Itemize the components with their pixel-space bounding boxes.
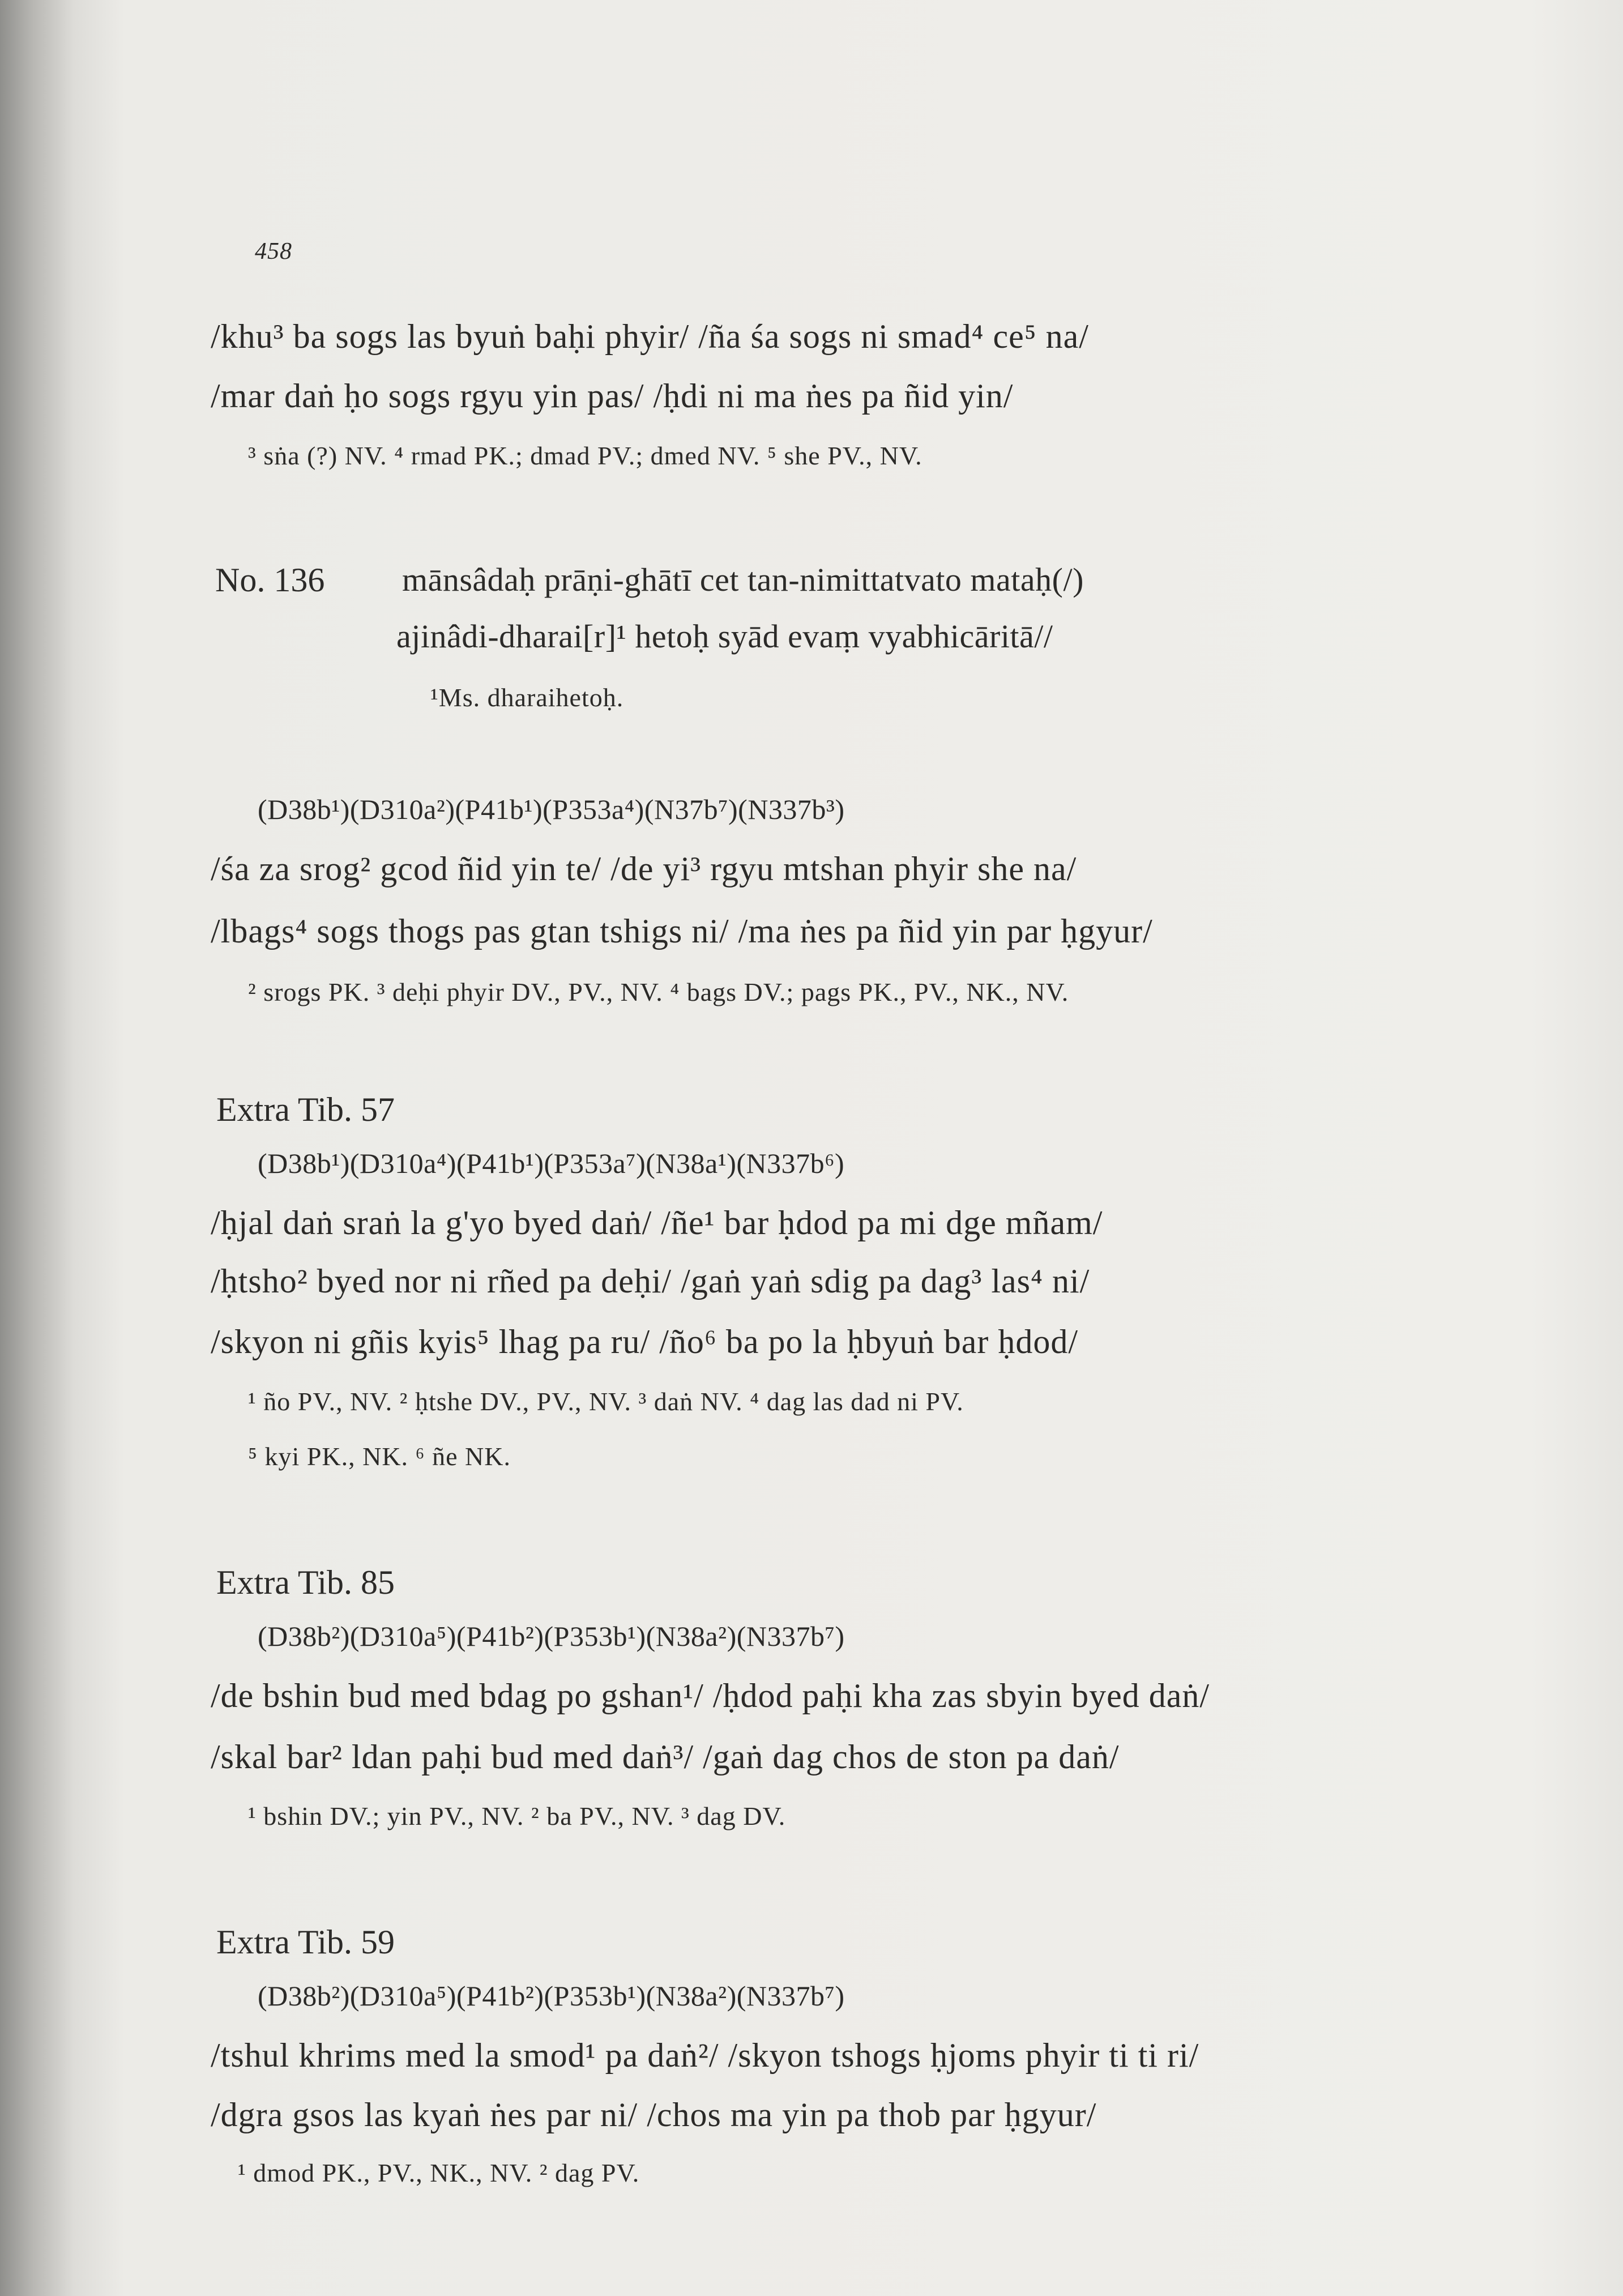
siglum: (D38b¹)(D310a⁴)(P41b¹)(P353a⁷)(N38a¹)(N337b⁶): [258, 1147, 845, 1179]
section-label-extra85: Extra Tib. 85: [216, 1564, 395, 1601]
section-label-no136: No. 136: [215, 561, 325, 599]
verse-line: /skal bar² ldan paḥi bud med daṅ³/ /gaṅ dag chos de ston pa daṅ/: [211, 1738, 1120, 1776]
footnote: ¹Ms. dharaihetoḥ.: [430, 683, 624, 712]
footnote: ¹ dmod PK., PV., NK., NV. ² dag PV.: [238, 2158, 640, 2187]
verse-line: /khu³ ba sogs las byuṅ baḥi phyir/ /ña śa sogs ni smad⁴ ce⁵ na/: [211, 318, 1089, 355]
verse-line: /de bshin bud med bdag po gshan¹/ /ḥdod paḥi kha zas sbyin byed daṅ/: [211, 1677, 1210, 1714]
verse-line: /śa za srog² gcod ñid yin te/ /de yi³ rgyu mtshan phyir she na/: [211, 850, 1077, 887]
footnote: ¹ ño PV., NV. ² ḥtshe DV., PV., NV. ³ daṅ NV. ⁴ dag las dad ni PV.: [248, 1387, 964, 1416]
section-label-extra57: Extra Tib. 57: [216, 1091, 395, 1128]
siglum: (D38b¹)(D310a²)(P41b¹)(P353a⁴)(N37b⁷)(N337b³): [258, 793, 845, 825]
verse-line: /lbags⁴ sogs thogs pas gtan tshigs ni/ /ma ṅes pa ñid yin par ḥgyur/: [211, 912, 1153, 950]
footnote: ² srogs PK. ³ deḥi phyir DV., PV., NV. ⁴ bags DV.; pags PK., PV., NK., NV.: [248, 978, 1069, 1006]
verse-line: /skyon ni gñis kyis⁵ lhag pa ru/ /ño⁶ ba po la ḥbyuṅ bar ḥdod/: [211, 1323, 1079, 1360]
sanskrit-line: mānsâdaḥ prāṇi-ghātī cet tan-nimittatvato mataḥ(/): [402, 561, 1084, 598]
footnote: ¹ bshin DV.; yin PV., NV. ² ba PV., NV. ³ dag DV.: [248, 1802, 786, 1830]
section-label-extra59: Extra Tib. 59: [216, 1923, 395, 1961]
sanskrit-line: ajinâdi-dharai[r]¹ hetoḥ syād evaṃ vyabhicāritā//: [396, 618, 1053, 655]
page-number: 458: [255, 238, 292, 264]
footnote: ³ sṅa (?) NV. ⁴ rmad PK.; dmad PV.; dmed NV. ⁵ she PV., NV.: [248, 441, 922, 470]
verse-line: /ḥjal daṅ sraṅ la g'yo byed daṅ/ /ñe¹ bar ḥdod pa mi dge mñam/: [211, 1204, 1103, 1241]
siglum: (D38b²)(D310a⁵)(P41b²)(P353b¹)(N38a²)(N337b⁷): [258, 1620, 845, 1652]
siglum: (D38b²)(D310a⁵)(P41b²)(P353b¹)(N38a²)(N337b⁷): [258, 1980, 845, 2012]
verse-line: /tshul khrims med la smod¹ pa daṅ²/ /skyon tshogs ḥjoms phyir ti ti ri/: [211, 2037, 1199, 2074]
verse-line: /dgra gsos las kyaṅ ṅes par ni/ /chos ma yin pa thob par ḥgyur/: [211, 2096, 1097, 2133]
verse-line: /ḥtsho² byed nor ni rñed pa deḥi/ /gaṅ yaṅ sdig pa dag³ las⁴ ni/: [211, 1262, 1090, 1300]
verse-line: /mar daṅ ḥo sogs rgyu yin pas/ /ḥdi ni ma ṅes pa ñid yin/: [211, 377, 1014, 415]
footnote: ⁵ kyi PK., NK. ⁶ ñe NK.: [248, 1442, 511, 1471]
